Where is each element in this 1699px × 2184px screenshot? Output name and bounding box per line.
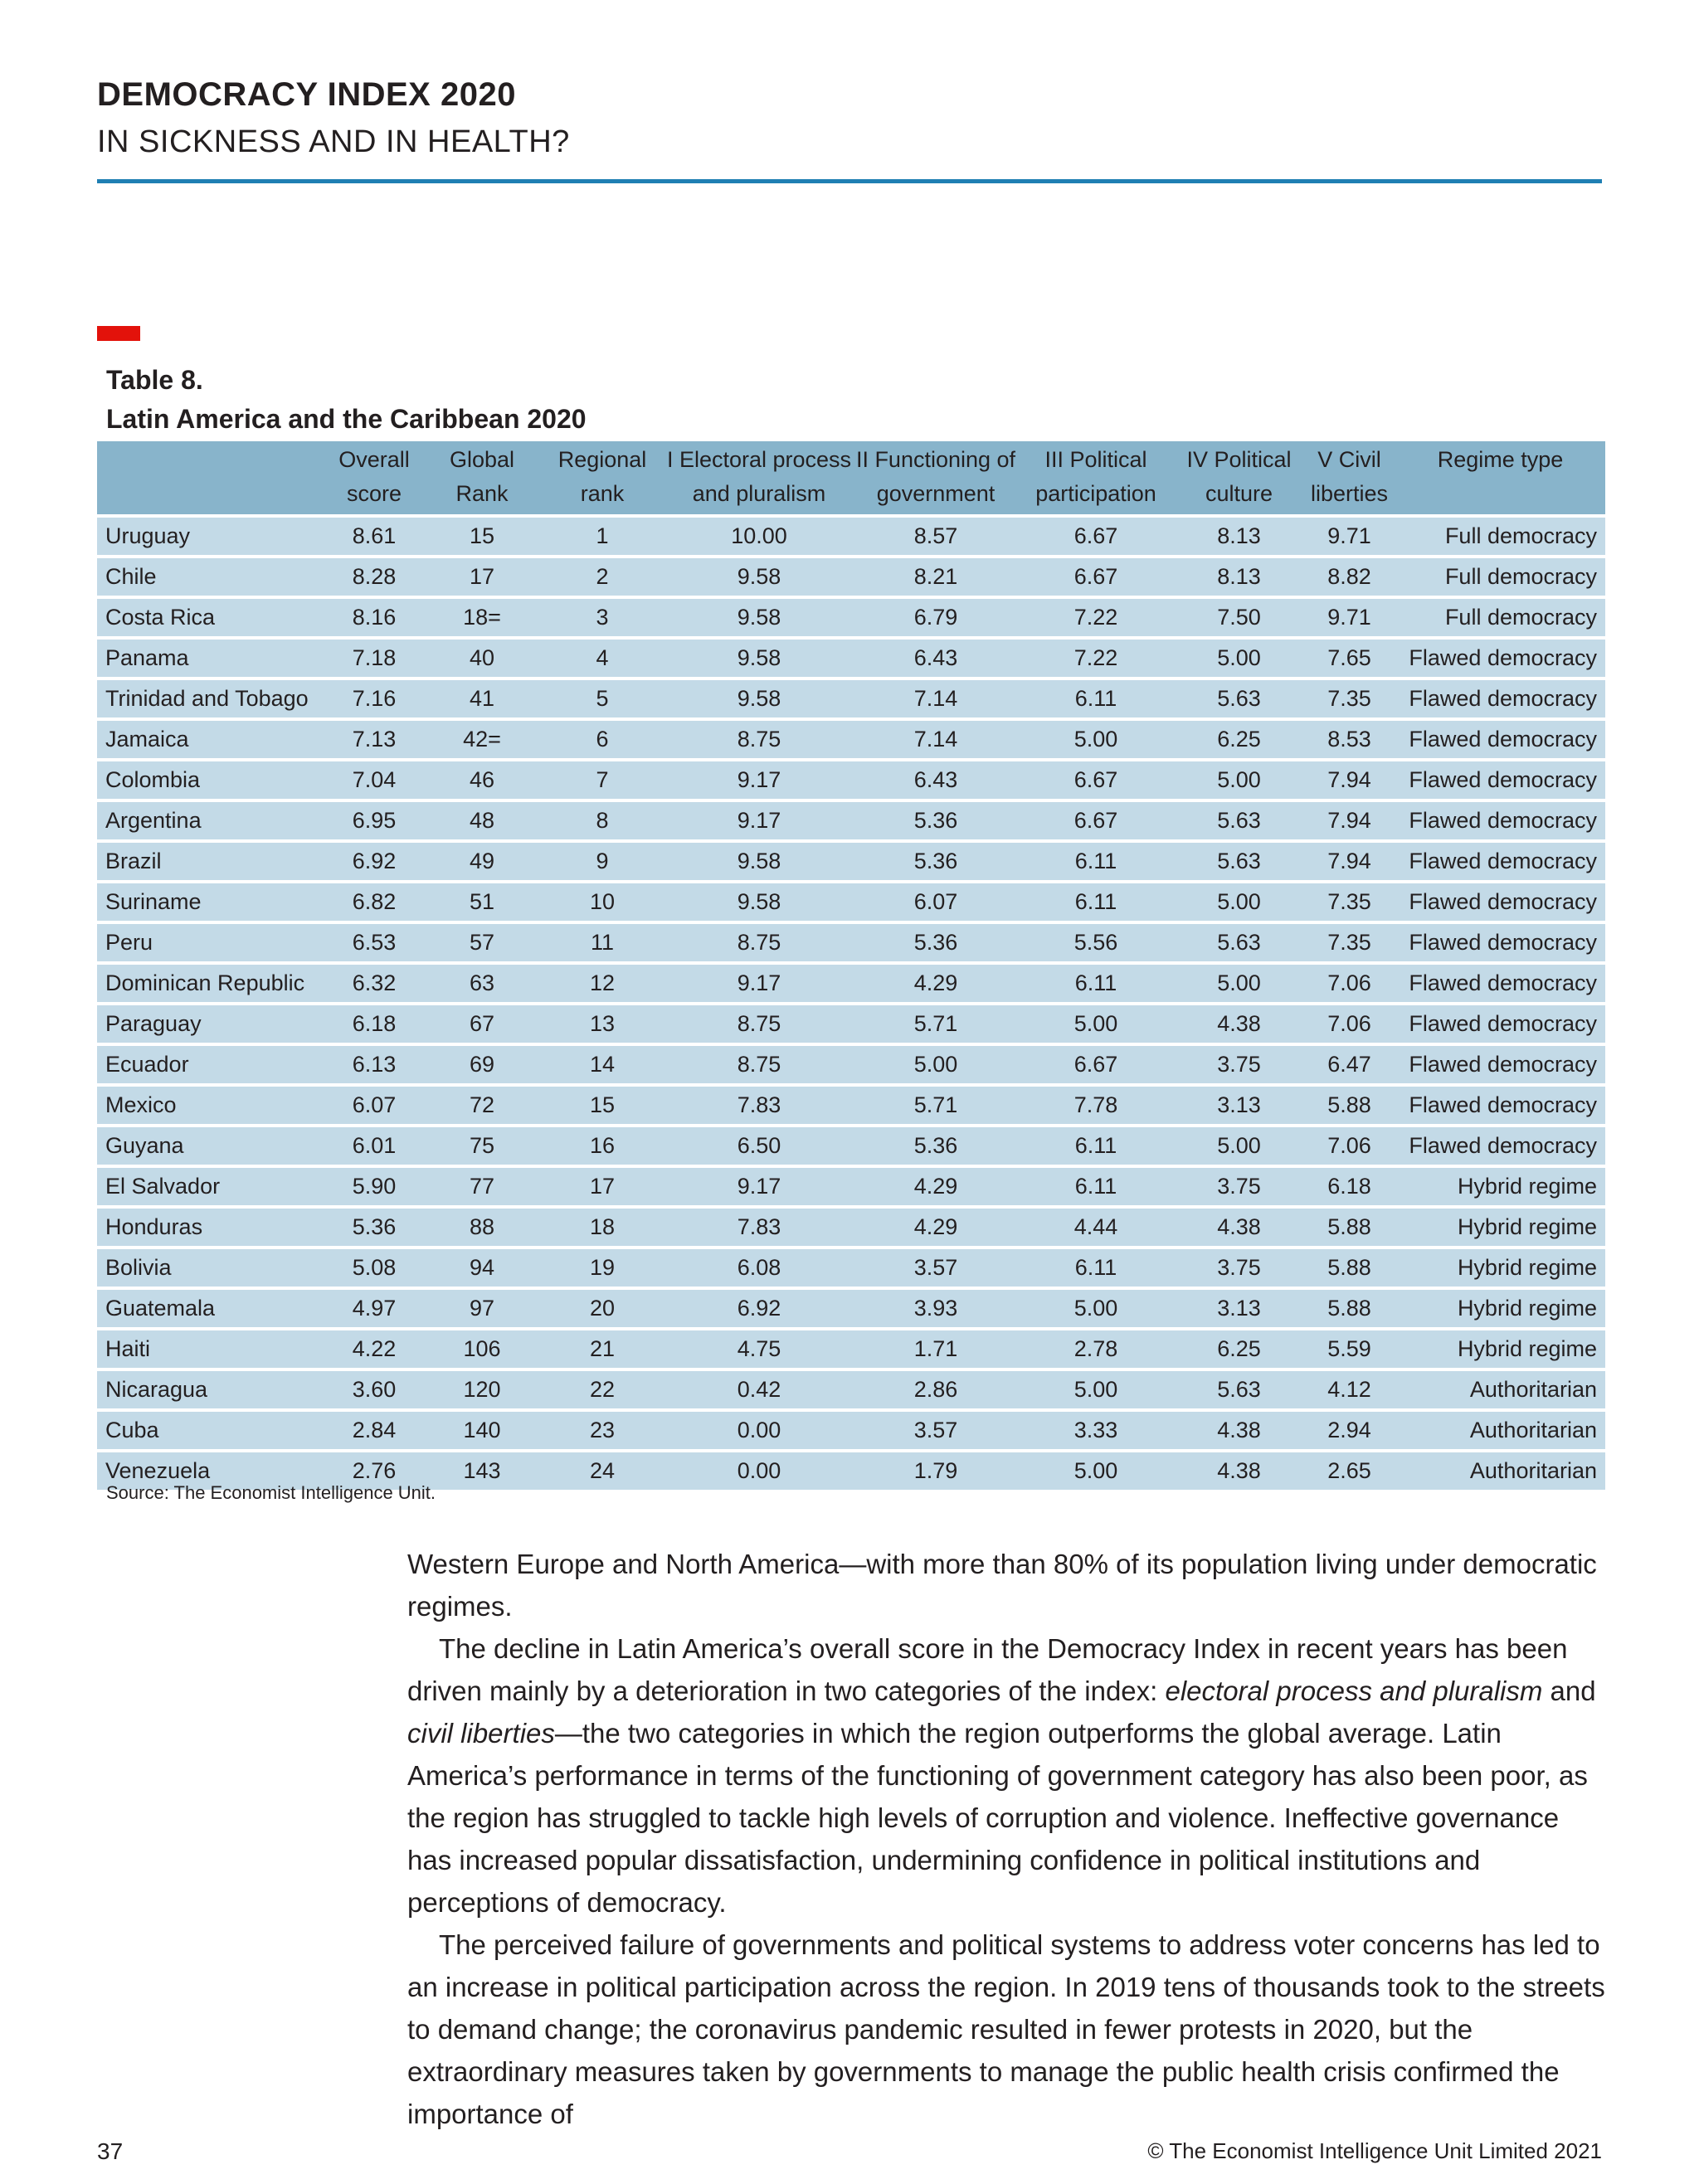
score-cell: 23 (541, 1412, 664, 1449)
regime-cell: Full democracy (1395, 518, 1605, 555)
table-row (97, 843, 1605, 880)
score-cell: 7.14 (854, 721, 1017, 758)
score-cell: 9.58 (664, 883, 854, 921)
score-cell: 16 (541, 1127, 664, 1165)
country-cell: Chile (97, 558, 325, 596)
regime-cell: Authoritarian (1395, 1371, 1605, 1408)
score-cell: 6.43 (854, 640, 1017, 677)
score-cell: 10 (541, 883, 664, 921)
regime-cell: Flawed democracy (1395, 1046, 1605, 1083)
score-cell: 6.67 (1017, 1046, 1175, 1083)
paragraph-2-text-c: —the two categories in which the region outperforms the global average. Latin America’s performance in terms of the functioning of government category has also been poor, as the region has struggled to tackle high levels of corruption and violence. Ineffective governance has increased popular dissatisfaction, undermining confidence in political institutions and perceptions of democracy. (407, 1718, 1588, 1918)
table-row (97, 1290, 1605, 1327)
score-cell: 41 (423, 680, 541, 717)
score-cell: 7.65 (1303, 640, 1395, 677)
country-cell: El Salvador (97, 1168, 325, 1205)
score-cell: 6.18 (1303, 1168, 1395, 1205)
score-cell: 6.18 (325, 1005, 423, 1043)
score-cell: 6.11 (1017, 965, 1175, 1002)
score-cell: 9.58 (664, 843, 854, 880)
score-cell: 9.71 (1303, 599, 1395, 636)
country-cell: Brazil (97, 843, 325, 880)
regime-cell: Flawed democracy (1395, 761, 1605, 799)
table-row (97, 680, 1605, 717)
score-cell: 8.75 (664, 721, 854, 758)
score-cell: 97 (423, 1290, 541, 1327)
score-cell: 4.38 (1175, 1209, 1303, 1246)
score-cell: 5.63 (1175, 843, 1303, 880)
score-cell: 6.53 (325, 924, 423, 961)
score-cell: 8.16 (325, 599, 423, 636)
score-cell: 8.13 (1175, 558, 1303, 596)
score-cell: 75 (423, 1127, 541, 1165)
score-cell: 5.59 (1303, 1330, 1395, 1368)
regime-cell: Hybrid regime (1395, 1249, 1605, 1287)
score-cell: 0.00 (664, 1412, 854, 1449)
score-cell: 7.13 (325, 721, 423, 758)
score-cell: 5.36 (854, 802, 1017, 839)
score-cell: 143 (423, 1452, 541, 1490)
table-row (97, 1330, 1605, 1368)
column-header: V Civil liberties (1303, 441, 1395, 514)
score-cell: 6.50 (664, 1127, 854, 1165)
score-cell: 4 (541, 640, 664, 677)
score-cell: 6.25 (1175, 1330, 1303, 1368)
score-cell: 5.00 (1017, 1452, 1175, 1490)
score-cell: 6.32 (325, 965, 423, 1002)
country-cell: Paraguay (97, 1005, 325, 1043)
score-cell: 6.07 (854, 883, 1017, 921)
table-row (97, 558, 1605, 596)
score-cell: 5.71 (854, 1005, 1017, 1043)
score-cell: 6.11 (1017, 1127, 1175, 1165)
regime-cell: Flawed democracy (1395, 721, 1605, 758)
score-cell: 17 (423, 558, 541, 596)
country-cell: Ecuador (97, 1046, 325, 1083)
paragraph-2-text-a: The decline in Latin America’s overall score in the Democracy Index in recent years has been driven mainly by a deterioration in two categories of the index: (407, 1633, 1568, 1706)
score-cell: 9.71 (1303, 518, 1395, 555)
score-cell: 22 (541, 1371, 664, 1408)
score-cell: 7.06 (1303, 965, 1395, 1002)
score-cell: 5 (541, 680, 664, 717)
table-row (97, 924, 1605, 961)
score-cell: 6.67 (1017, 761, 1175, 799)
score-cell: 140 (423, 1412, 541, 1449)
score-cell: 8.28 (325, 558, 423, 596)
score-cell: 6.95 (325, 802, 423, 839)
score-cell: 4.29 (854, 1168, 1017, 1205)
score-cell: 15 (423, 518, 541, 555)
score-cell: 6.11 (1017, 883, 1175, 921)
score-cell: 5.63 (1175, 1371, 1303, 1408)
column-header: Regional rank (541, 441, 664, 514)
score-cell: 4.22 (325, 1330, 423, 1368)
score-cell: 7.94 (1303, 843, 1395, 880)
score-cell: 5.00 (1175, 640, 1303, 677)
score-cell: 5.71 (854, 1087, 1017, 1124)
table-row (97, 1046, 1605, 1083)
country-cell: Dominican Republic (97, 965, 325, 1002)
table-title: Latin America and the Caribbean 2020 (106, 404, 587, 434)
score-cell: 5.08 (325, 1249, 423, 1287)
score-cell: 5.88 (1303, 1087, 1395, 1124)
score-cell: 7.83 (664, 1087, 854, 1124)
score-cell: 6.92 (664, 1290, 854, 1327)
score-cell: 21 (541, 1330, 664, 1368)
score-cell: 6.25 (1175, 721, 1303, 758)
score-cell: 94 (423, 1249, 541, 1287)
score-cell: 6.11 (1017, 1249, 1175, 1287)
table-row (97, 1005, 1605, 1043)
score-cell: 5.63 (1175, 924, 1303, 961)
score-cell: 17 (541, 1168, 664, 1205)
score-cell: 63 (423, 965, 541, 1002)
column-header: I Electoral process and pluralism (664, 441, 854, 514)
score-cell: 7.06 (1303, 1005, 1395, 1043)
score-cell: 7.83 (664, 1209, 854, 1246)
page-number: 37 (97, 2138, 124, 2164)
score-cell: 3.60 (325, 1371, 423, 1408)
score-cell: 18= (423, 599, 541, 636)
country-cell: Guyana (97, 1127, 325, 1165)
score-cell: 2.65 (1303, 1452, 1395, 1490)
score-cell: 5.00 (1017, 721, 1175, 758)
paragraph-2-text-b: and (1542, 1676, 1596, 1706)
score-cell: 46 (423, 761, 541, 799)
country-cell: Honduras (97, 1209, 325, 1246)
score-cell: 6.01 (325, 1127, 423, 1165)
regime-cell: Flawed democracy (1395, 680, 1605, 717)
country-cell: Cuba (97, 1412, 325, 1449)
section-marker (97, 326, 140, 341)
score-cell: 12 (541, 965, 664, 1002)
table-row (97, 1412, 1605, 1449)
score-cell: 40 (423, 640, 541, 677)
score-cell: 7.06 (1303, 1127, 1395, 1165)
score-cell: 3.75 (1175, 1046, 1303, 1083)
score-cell: 2.78 (1017, 1330, 1175, 1368)
score-cell: 51 (423, 883, 541, 921)
score-cell: 77 (423, 1168, 541, 1205)
score-cell: 8.57 (854, 518, 1017, 555)
score-cell: 48 (423, 802, 541, 839)
score-cell: 3.57 (854, 1249, 1017, 1287)
country-cell: Haiti (97, 1330, 325, 1368)
table-row (97, 1371, 1605, 1408)
table-body (97, 518, 1605, 1490)
score-cell: 4.29 (854, 965, 1017, 1002)
score-cell: 7.94 (1303, 802, 1395, 839)
score-cell: 4.38 (1175, 1452, 1303, 1490)
table-row (97, 518, 1605, 555)
score-cell: 11 (541, 924, 664, 961)
column-header: Regime type (1395, 441, 1605, 514)
score-cell: 5.36 (854, 1127, 1017, 1165)
country-cell: Suriname (97, 883, 325, 921)
score-cell: 8.75 (664, 1005, 854, 1043)
report-subtitle: IN SICKNESS AND IN HEALTH? (97, 124, 570, 159)
score-cell: 2.84 (325, 1412, 423, 1449)
score-cell: 6.11 (1017, 1168, 1175, 1205)
score-cell: 1.71 (854, 1330, 1017, 1368)
score-cell: 1 (541, 518, 664, 555)
report-title: DEMOCRACY INDEX 2020 (97, 76, 516, 113)
regime-cell: Flawed democracy (1395, 802, 1605, 839)
score-cell: 6.07 (325, 1087, 423, 1124)
score-cell: 6.92 (325, 843, 423, 880)
score-cell: 8.82 (1303, 558, 1395, 596)
body-text (407, 1543, 1610, 2135)
score-cell: 3.13 (1175, 1087, 1303, 1124)
score-cell: 7.22 (1017, 599, 1175, 636)
score-cell: 7.35 (1303, 680, 1395, 717)
regime-cell: Flawed democracy (1395, 640, 1605, 677)
score-cell: 5.90 (325, 1168, 423, 1205)
copyright-notice: © The Economist Intelligence Unit Limited 2021 (1147, 2138, 1602, 2163)
score-cell: 6.67 (1017, 518, 1175, 555)
regime-cell: Flawed democracy (1395, 843, 1605, 880)
score-cell: 9.58 (664, 599, 854, 636)
score-cell: 4.29 (854, 1209, 1017, 1246)
score-cell: 7.04 (325, 761, 423, 799)
score-cell: 5.00 (1175, 883, 1303, 921)
score-cell: 8.75 (664, 924, 854, 961)
regime-cell: Hybrid regime (1395, 1209, 1605, 1246)
score-cell: 67 (423, 1005, 541, 1043)
regime-cell: Hybrid regime (1395, 1168, 1605, 1205)
score-cell: 20 (541, 1290, 664, 1327)
country-cell: Nicaragua (97, 1371, 325, 1408)
score-cell: 6.13 (325, 1046, 423, 1083)
score-cell: 5.63 (1175, 680, 1303, 717)
score-cell: 7.22 (1017, 640, 1175, 677)
score-cell: 8.53 (1303, 721, 1395, 758)
score-cell: 5.56 (1017, 924, 1175, 961)
score-cell: 5.36 (325, 1209, 423, 1246)
score-cell: 15 (541, 1087, 664, 1124)
score-cell: 120 (423, 1371, 541, 1408)
table-row (97, 965, 1605, 1002)
score-cell: 13 (541, 1005, 664, 1043)
score-cell: 4.12 (1303, 1371, 1395, 1408)
score-cell: 7 (541, 761, 664, 799)
regime-cell: Authoritarian (1395, 1412, 1605, 1449)
paragraph-2-emphasis-2: civil liberties (407, 1718, 555, 1749)
score-cell: 106 (423, 1330, 541, 1368)
score-cell: 9.58 (664, 640, 854, 677)
score-cell: 7.16 (325, 680, 423, 717)
score-cell: 8.61 (325, 518, 423, 555)
score-cell: 5.63 (1175, 802, 1303, 839)
score-cell: 5.88 (1303, 1209, 1395, 1246)
score-cell: 5.00 (1017, 1290, 1175, 1327)
score-cell: 6.79 (854, 599, 1017, 636)
score-cell: 24 (541, 1452, 664, 1490)
table-row (97, 721, 1605, 758)
score-cell: 6.47 (1303, 1046, 1395, 1083)
score-cell: 9.17 (664, 802, 854, 839)
score-cell: 0.42 (664, 1371, 854, 1408)
regime-cell: Flawed democracy (1395, 1087, 1605, 1124)
score-cell: 3.57 (854, 1412, 1017, 1449)
score-cell: 10.00 (664, 518, 854, 555)
score-cell: 19 (541, 1249, 664, 1287)
score-cell: 69 (423, 1046, 541, 1083)
table-row (97, 1209, 1605, 1246)
score-cell: 5.00 (1017, 1371, 1175, 1408)
table-header-row (97, 441, 1605, 514)
score-cell: 2.94 (1303, 1412, 1395, 1449)
score-cell: 5.00 (1175, 965, 1303, 1002)
score-cell: 5.00 (854, 1046, 1017, 1083)
score-cell: 5.88 (1303, 1249, 1395, 1287)
regime-cell: Flawed democracy (1395, 965, 1605, 1002)
score-cell: 6.11 (1017, 680, 1175, 717)
column-header: Global Rank (423, 441, 541, 514)
column-header: Overall score (325, 441, 423, 514)
paragraph-2-emphasis-1: electoral process and pluralism (1165, 1676, 1543, 1706)
regime-cell: Hybrid regime (1395, 1330, 1605, 1368)
country-cell: Mexico (97, 1087, 325, 1124)
score-cell: 3.13 (1175, 1290, 1303, 1327)
score-cell: 8.13 (1175, 518, 1303, 555)
score-cell: 7.35 (1303, 924, 1395, 961)
score-cell: 7.50 (1175, 599, 1303, 636)
score-cell: 9 (541, 843, 664, 880)
regime-cell: Full democracy (1395, 599, 1605, 636)
regime-cell: Flawed democracy (1395, 924, 1605, 961)
table-row (97, 640, 1605, 677)
column-header (97, 441, 325, 514)
score-cell: 2.86 (854, 1371, 1017, 1408)
score-cell: 5.00 (1175, 761, 1303, 799)
column-header: III Political participation (1017, 441, 1175, 514)
score-cell: 5.00 (1017, 1005, 1175, 1043)
score-cell: 6.43 (854, 761, 1017, 799)
score-cell: 6.67 (1017, 558, 1175, 596)
score-cell: 6 (541, 721, 664, 758)
score-cell: 3.33 (1017, 1412, 1175, 1449)
score-cell: 6.08 (664, 1249, 854, 1287)
table-row (97, 599, 1605, 636)
score-cell: 4.97 (325, 1290, 423, 1327)
score-cell: 6.11 (1017, 843, 1175, 880)
score-cell: 8 (541, 802, 664, 839)
score-cell: 0.00 (664, 1452, 854, 1490)
score-cell: 1.79 (854, 1452, 1017, 1490)
score-cell: 2.76 (325, 1452, 423, 1490)
score-cell: 5.00 (1175, 1127, 1303, 1165)
score-cell: 9.58 (664, 558, 854, 596)
score-cell: 5.88 (1303, 1290, 1395, 1327)
score-cell: 49 (423, 843, 541, 880)
table-row (97, 1168, 1605, 1205)
score-cell: 8.75 (664, 1046, 854, 1083)
score-cell: 9.17 (664, 761, 854, 799)
column-header: IV Political culture (1175, 441, 1303, 514)
score-cell: 9.17 (664, 965, 854, 1002)
country-cell: Venezuela (97, 1452, 325, 1490)
score-cell: 72 (423, 1087, 541, 1124)
score-cell: 4.75 (664, 1330, 854, 1368)
score-cell: 7.35 (1303, 883, 1395, 921)
score-cell: 5.36 (854, 843, 1017, 880)
democracy-table (97, 438, 1605, 1493)
table-row (97, 883, 1605, 921)
country-cell: Argentina (97, 802, 325, 839)
score-cell: 4.38 (1175, 1005, 1303, 1043)
header-divider (97, 179, 1602, 183)
score-cell: 7.78 (1017, 1087, 1175, 1124)
score-cell: 18 (541, 1209, 664, 1246)
paragraph-3: The perceived failure of governments and political systems to address voter concerns has led to an increase in political participation across the region. In 2019 tens of thousands took to the streets to demand change; the coronavirus pandemic resulted in fewer protests in 2020, but the extraordinary measures taken by governments to manage the public health crisis confirmed the importance of (407, 1929, 1605, 2129)
country-cell: Costa Rica (97, 599, 325, 636)
score-cell: 8.21 (854, 558, 1017, 596)
table-source: Source: The Economist Intelligence Unit. (106, 1482, 436, 1503)
score-cell: 4.44 (1017, 1209, 1175, 1246)
table-row (97, 802, 1605, 839)
regime-cell: Flawed democracy (1395, 1005, 1605, 1043)
score-cell: 3.93 (854, 1290, 1017, 1327)
regime-cell: Hybrid regime (1395, 1290, 1605, 1327)
country-cell: Uruguay (97, 518, 325, 555)
score-cell: 7.18 (325, 640, 423, 677)
paragraph-1: Western Europe and North America—with more than 80% of its population living under democratic regimes. (407, 1549, 1597, 1622)
table-row (97, 1127, 1605, 1165)
score-cell: 5.36 (854, 924, 1017, 961)
country-cell: Colombia (97, 761, 325, 799)
table-label: Table 8. (106, 365, 203, 395)
paragraph-2 (407, 1627, 1610, 1924)
table-row (97, 1249, 1605, 1287)
score-cell: 57 (423, 924, 541, 961)
country-cell: Peru (97, 924, 325, 961)
country-cell: Panama (97, 640, 325, 677)
score-cell: 14 (541, 1046, 664, 1083)
score-cell: 3 (541, 599, 664, 636)
column-header: II Functioning of government (854, 441, 1017, 514)
score-cell: 7.14 (854, 680, 1017, 717)
regime-cell: Flawed democracy (1395, 1127, 1605, 1165)
country-cell: Jamaica (97, 721, 325, 758)
score-cell: 7.94 (1303, 761, 1395, 799)
score-cell: 4.38 (1175, 1412, 1303, 1449)
table-row (97, 761, 1605, 799)
score-cell: 6.67 (1017, 802, 1175, 839)
score-cell: 9.58 (664, 680, 854, 717)
score-cell: 3.75 (1175, 1168, 1303, 1205)
score-cell: 6.82 (325, 883, 423, 921)
country-cell: Bolivia (97, 1249, 325, 1287)
score-cell: 42= (423, 721, 541, 758)
score-cell: 88 (423, 1209, 541, 1246)
table-row (97, 1087, 1605, 1124)
score-cell: 3.75 (1175, 1249, 1303, 1287)
regime-cell: Flawed democracy (1395, 883, 1605, 921)
regime-cell: Authoritarian (1395, 1452, 1605, 1490)
regime-cell: Full democracy (1395, 558, 1605, 596)
score-cell: 2 (541, 558, 664, 596)
score-cell: 9.17 (664, 1168, 854, 1205)
country-cell: Guatemala (97, 1290, 325, 1327)
country-cell: Trinidad and Tobago (97, 680, 325, 717)
